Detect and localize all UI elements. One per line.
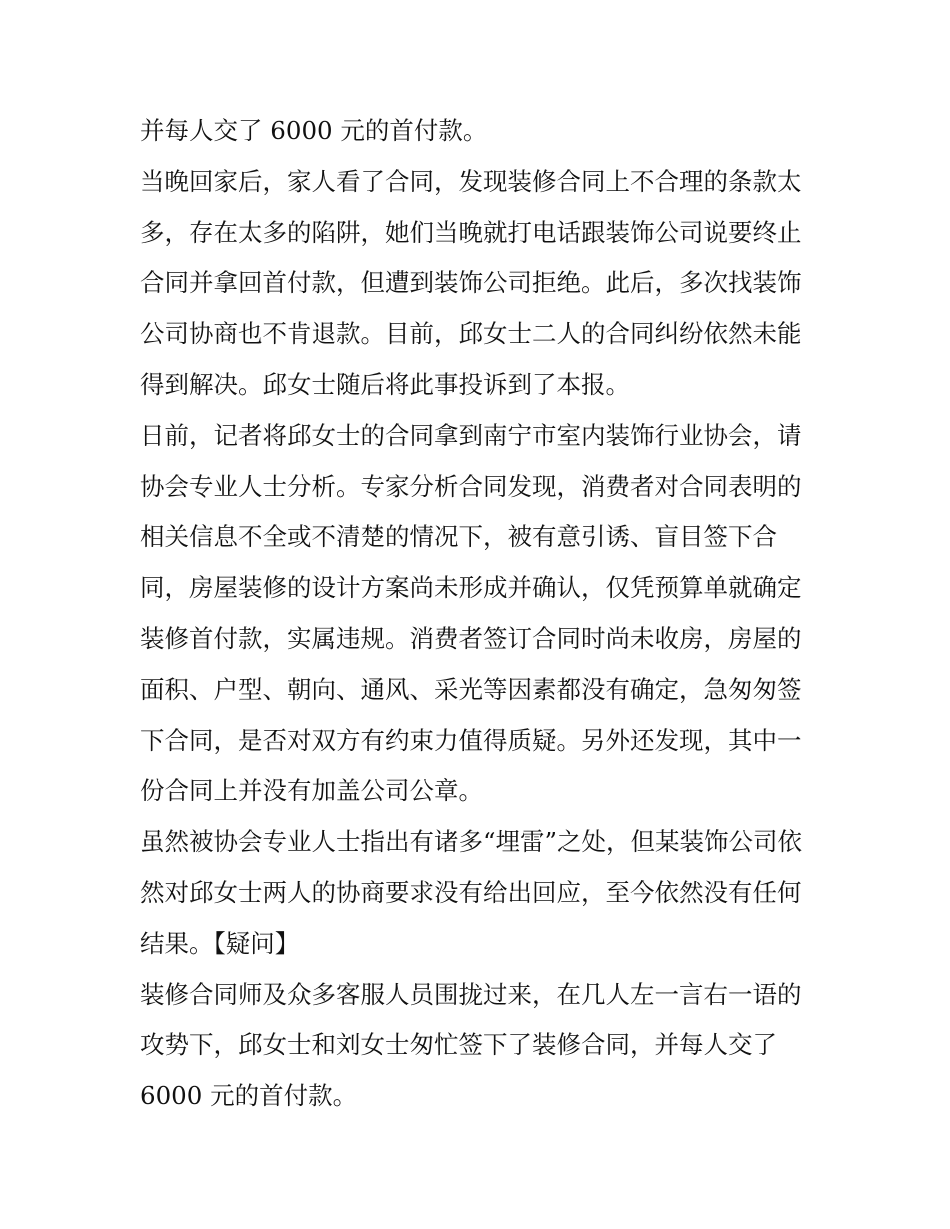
- text-line: 多，存在太多的陷阱，她们当晚就打电话跟装饰公司说要终止: [140, 217, 802, 247]
- text-line: 攻势下，邱女士和刘女士匆忙签下了装修合同，并每人交了: [140, 1030, 777, 1060]
- text-line: 合同并拿回首付款，但遭到装饰公司拒绝。此后，多次找装饰: [140, 268, 802, 298]
- text-line: 然对邱女士两人的协商要求没有给出回应，至今依然没有任何: [140, 877, 802, 907]
- text-line: 6000 元的首付款。: [140, 1081, 358, 1111]
- text-line: 并每人交了 6000 元的首付款。: [140, 116, 488, 145]
- text-line: 协会专业人士分析。专家分析合同发现，消费者对合同表明的: [140, 471, 802, 501]
- text-line: 结果。【疑问】: [140, 928, 300, 958]
- document-body: [140, 106, 815, 1122]
- text-line: 同，房屋装修的设计方案尚未形成并确认，仅凭预算单就确定: [140, 573, 802, 603]
- text-line: 装修合同师及众多客服人员围拢过来，在几人左一言右一语的: [140, 979, 802, 1009]
- text-line: 公司协商也不肯退款。目前，邱女士二人的合同纠纷依然未能: [140, 319, 802, 349]
- text-line: 相关信息不全或不清楚的情况下，被有意引诱、盲目签下合: [140, 522, 777, 552]
- text-line: 下合同，是否对双方有约束力值得质疑。另外还发现，其中一: [140, 725, 802, 755]
- text-line: 虽然被协会专业人士指出有诸多“埋雷”之处，但某装饰公司依: [140, 827, 803, 857]
- text-line: 面积、户型、朝向、通风、采光等因素都没有确定，急匆匆签: [140, 674, 802, 704]
- text-line: 装修首付款，实属违规。消费者签订合同时尚未收房，房屋的: [140, 623, 802, 653]
- text-line: 当晚回家后，家人看了合同，发现装修合同上不合理的条款太: [140, 166, 802, 196]
- text-line: 份合同上并没有加盖公司公章。: [140, 776, 483, 806]
- text-line: 得到解决。邱女士随后将此事投诉到了本报。: [140, 369, 630, 399]
- text-line: 日前，记者将邱女士的合同拿到南宁市室内装饰行业协会，请: [140, 420, 802, 450]
